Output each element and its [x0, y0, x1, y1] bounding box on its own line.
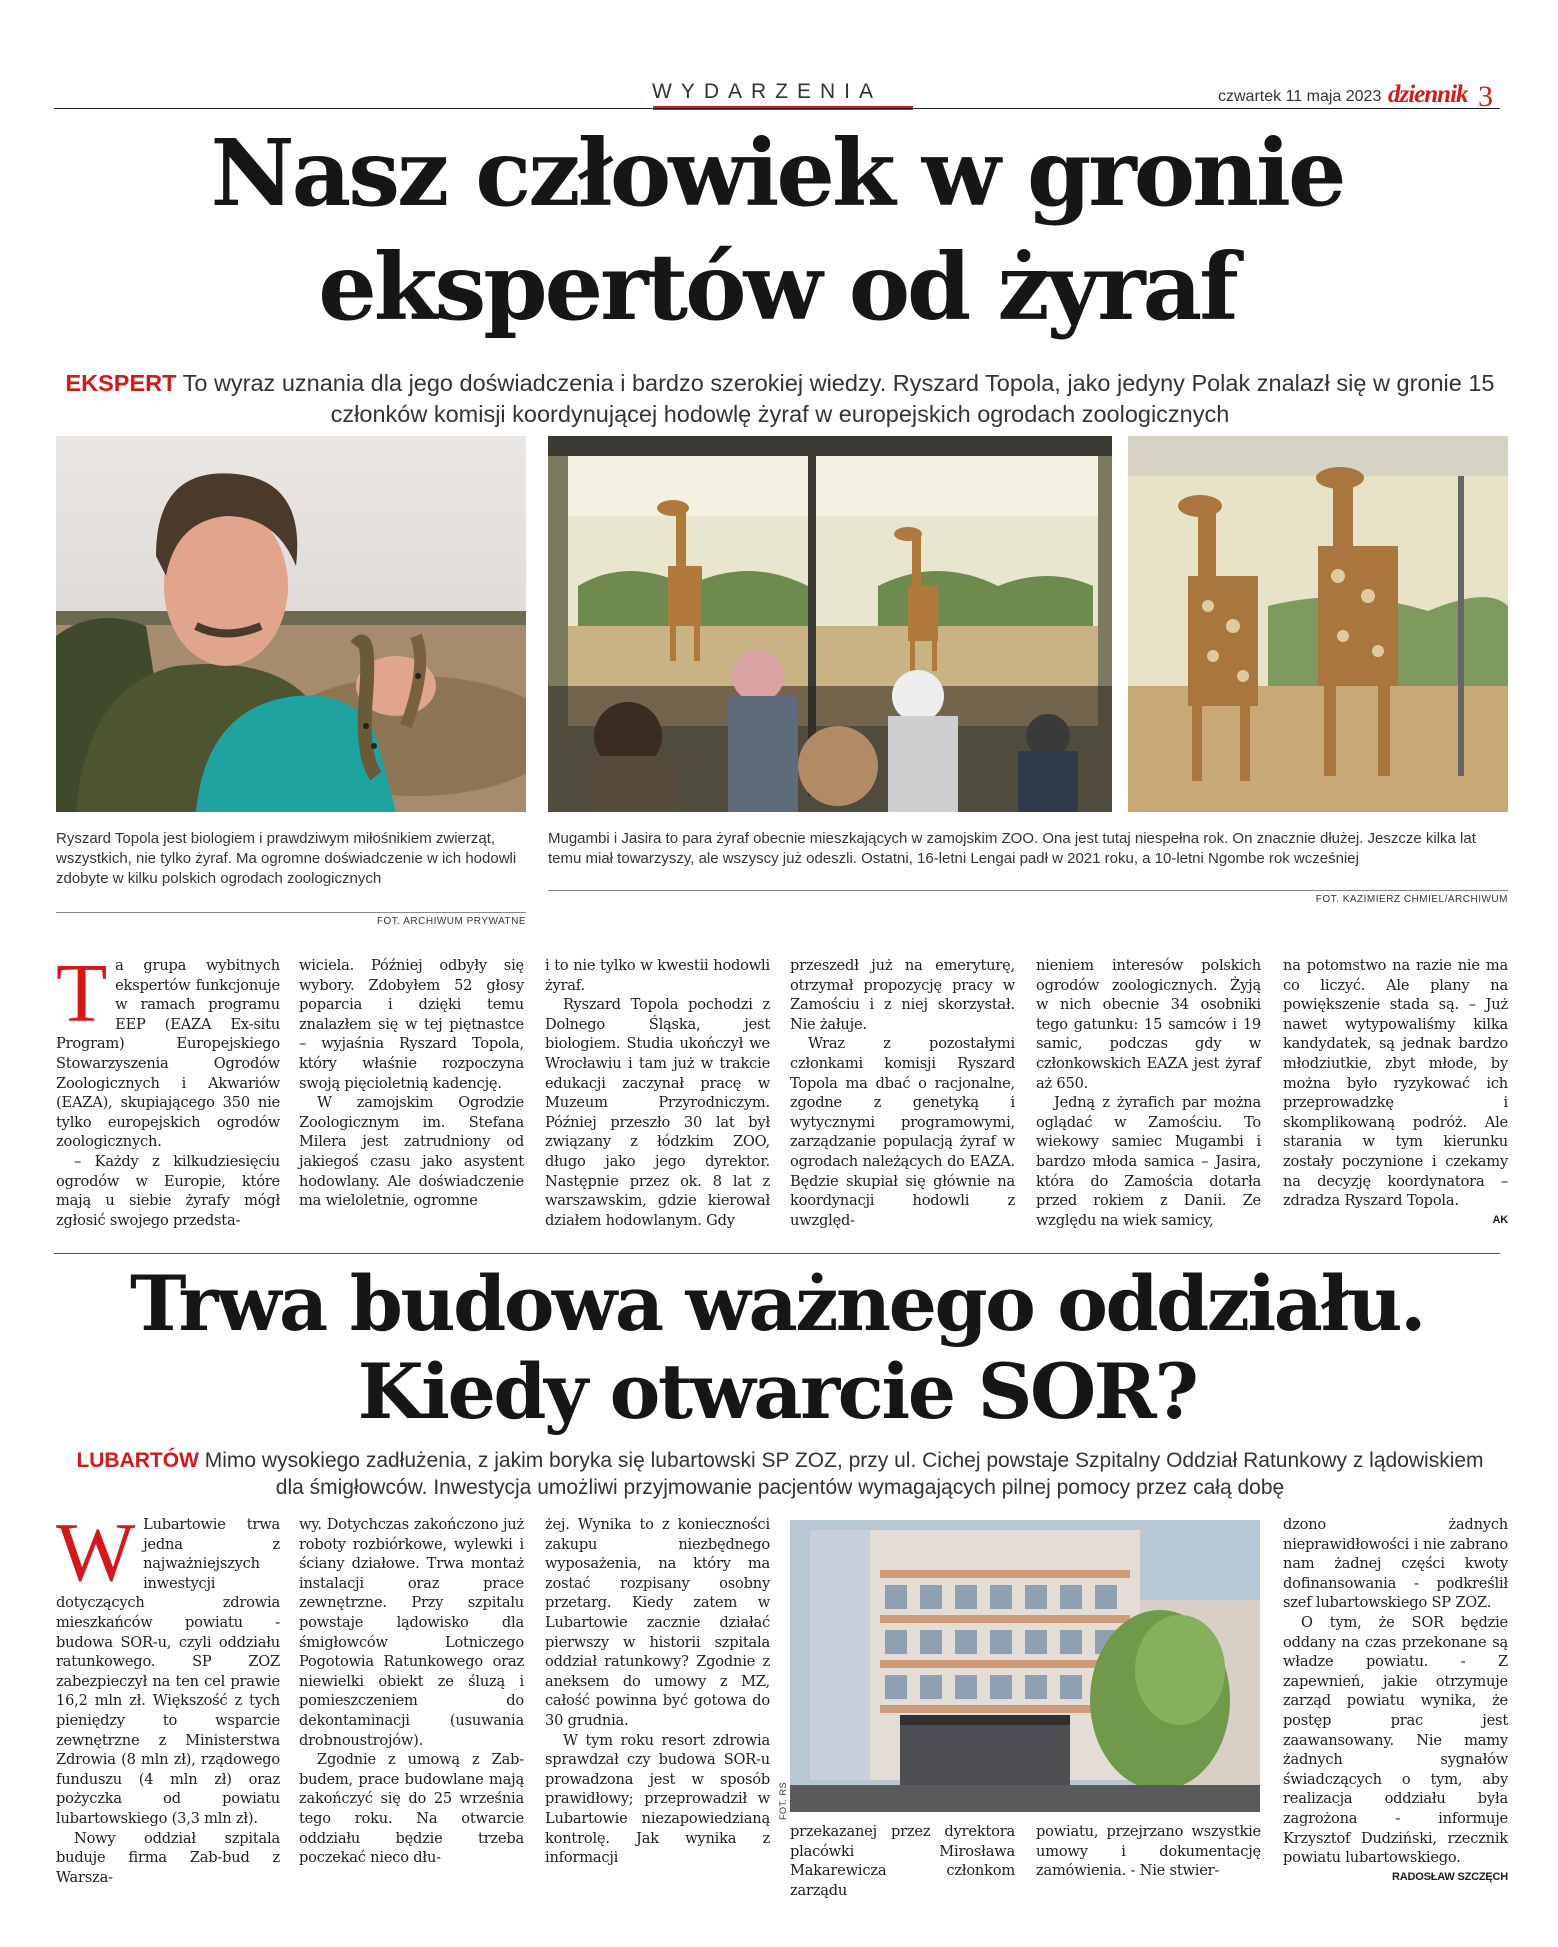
story2-signoff: RADOSŁAW SZCZĘCH [1392, 1870, 1508, 1883]
paragraph: i to nie tylko w kwestii hodowli żyraf. [545, 957, 770, 994]
brand-logo: dziennik [1388, 81, 1468, 108]
header-rule [54, 108, 1500, 109]
headline-line-2: ekspertów od żyraf [318, 233, 1236, 341]
photo-expert-credit: FOT. ARCHIWUM PRYWATNE [376, 916, 526, 927]
lead-kicker: EKSPERT [65, 370, 177, 396]
photo-giraffes-caption: Mugambi i Jasira to para żyraf obecnie mieszkających w zamojskim ZOO. Ona jest tutaj niespełna rok. On znacznie dłużej. Jeszcze kilka lat temu miał towarzyszy, ale wszyscy już odeszli. Ostatni, 16-letni Lengai padł w 2021 roku, a 10-letni Ngombe rok wcześniej [548, 830, 1476, 867]
headline2-line-1: Trwa budowa ważnego oddziału. [130, 1259, 1424, 1348]
story-divider [54, 1253, 1500, 1254]
story2-column-1 [56, 1506, 280, 1887]
story2-column-2 [299, 1515, 524, 1868]
story1-column-2 [299, 956, 524, 1211]
photo-hospital-credit: FOT. RS [778, 1781, 788, 1820]
photo-enclosure-visitors [548, 436, 1112, 812]
photo-expert-caption: Ryszard Topola jest biologiem i prawdziwym miłośnikiem zwierząt, wszystkich, nie tylko żyraf. Ma ogromne doświadczenie w ich hodowli zdobyte w kilku polskich ogrodach zoologicznych [56, 830, 517, 887]
expert-photo-illustration [56, 436, 526, 812]
story1-signoff: AK [1492, 1213, 1508, 1226]
headline-line-1: Nasz człowiek w gronie [210, 119, 1344, 227]
caption-rule [548, 890, 1508, 891]
lead2-paragraph [60, 1447, 1500, 1501]
paragraph: Lubartowie trwa jedna z najważniejszych inwestycji dotyczących zdrowia mieszkańców powiatu - budowa SOR-u, czyli oddziału ratunkowego. SP ZOZ zabezpieczył na ten cel prawie 16,2 mln zł. Większość z tych pieniędzy to wsparcie zewnętrzne z Ministerstwa Zdrowia (8 mln zł), rządowego funduszu (4 mln zł) oraz pożyczka od powiatu lubartowskiego (3,3 mln zł). [56, 1516, 280, 1827]
paragraph: wy. Dotychczas zakończono już roboty rozbiórkowe, wylewki i ściany działowe. Trwa montaż instalacji oraz prace zewnętrzne. Przy szpitalu powstaje lądowisko dla śmigłowców Lotniczego Pogotowia Ratunkowego oraz niewielki obiekt ze śluzą i pomieszczeniem do dekontaminacji (usuwania drobnoustrojów). [299, 1516, 524, 1749]
story1-column-1 [56, 947, 280, 1230]
issue-date: czwartek 11 maja 2023 [1218, 88, 1382, 105]
lead2-text: Mimo wysokiego zadłużenia, z jakim boryka się lubartowski SP ZOZ, przy ul. Cichej powstaje Szpitalny Oddział Ratunkowy z lądowiskiem dla śmigłowców. Inwestycja umożliwi przyjmowanie pacjentów wymagających pilnej pomocy przez całą dobę [204, 1449, 1484, 1499]
dropcap: T [56, 947, 108, 1040]
story1-column-3 [545, 956, 770, 1230]
paragraph: a grupa wybitnych ekspertów funkcjonuje w ramach programu EEP (EAZA Ex-situ Program) Europejskiego Stowarzyszenia Ogrodów Zoologicznych i Akwariów (EAZA), skupiającego 350 nie tylko europejskich ogrodów zoologicznych. [56, 957, 280, 1151]
paragraph: przekazanej przez dyrektora placówki Mirosława Makarewicza członkom zarządu [790, 1823, 1015, 1899]
paragraph: Nowy oddział szpitala buduje firma Zab-bud z Warsza- [56, 1829, 280, 1886]
story1-column-5 [1036, 956, 1261, 1230]
hospital-illustration [790, 1520, 1260, 1812]
paragraph: Jedną z żyrafich par można oglądać w Zamościu. To wiekowy samiec Mugambi i bardzo młoda samica – Jasira, która do Zamościa dotarła przed rokiem z Danii. Ze względu na wiek samicy, [1036, 1094, 1261, 1229]
paragraph: wiciela. Później odbyły się wybory. Zdobyłem 52 głosy poparcia i dzięki temu znalazłem się w tej piętnastce – wyjaśnia Ryszard Topola, który właśnie rozpoczyna swoją pięcioletnią kadencję. [299, 957, 524, 1092]
paragraph: W tym roku resort zdrowia sprawdzał czy budowa SOR-u prowadzona jest w sposób prawidłowy; przeprowadził w Lubartowie niezapowiedzianą kontrolę. Jak wynika z informacji [545, 1731, 770, 1867]
paragraph: na potomstwo na razie nie ma co liczyć. Ale plany na powiększenie stada są. – Już nawet wytypowaliśmy kilka kandydatek, są jednak bardzo młodziutkie, zbyt młode, by można było ryzykować ich przeprowadzkę i skomplikowaną podróż. Ale starania w tym kierunku zostały poczynione i czekamy na decyzję koordynatora – zdradza Ryszard Topola. [1283, 957, 1508, 1210]
story2-column-4 [790, 1822, 1015, 1900]
lead-text: To wyraz uznania dla jego doświadczenia i bardzo szerokiej wiedzy. Ryszard Topola, jako jedyny Polak znalazł się w gronie 15 członków komisji koordynującej hodowlę żyraf w europejskich ogrodach zoologicznych [182, 370, 1495, 427]
story2-column-5 [1036, 1822, 1261, 1881]
paragraph: powiatu, przejrzano wszystkie umowy i dokumentację zamówienia. - Nie stwier- [1036, 1823, 1261, 1880]
photo-hospital [790, 1520, 1260, 1812]
page-number: 3 [1478, 80, 1493, 113]
paragraph: O tym, że SOR będzie oddany na czas przekonane są władze powiatu. - Z zapewnień, jakie otrzymuje zarząd powiatu wynika, że postęp prac jest zaawansowany. Nie mamy żadnych sygnałów świadczących o tym, aby realizacja oddziału była zagrożona - informuje Krzysztof Dudziński, rzecznik powiatu lubartowskiego. [1283, 1613, 1508, 1867]
photo-expert [56, 436, 526, 812]
story1-column-6 [1283, 956, 1508, 1230]
story1-column-4 [790, 956, 1015, 1230]
paragraph: żej. Wynika to z konieczności zakupu niezbędnego wyposażenia, na który ma zostać rozpisany osobny przetarg. Kiedy zatem w Lubartowie zacznie działać pierwszy w historii szpitala oddział ratunkowy? Zgodnie z aneksem do umowy z MZ, całość powinna być gotowa do 30 grudnia. [545, 1516, 770, 1729]
photo-giraffes-credit: FOT. KAZIMIERZ CHMIEL/ARCHIWUM [1315, 894, 1508, 905]
paragraph: W zamojskim Ogrodzie Zoologicznym im. Stefana Milera jest zatrudniony od jakiegoś czasu jako asystent hodowlany. Ale doświadczenie ma wieloletnie, ogromne [299, 1094, 524, 1210]
lead2-kicker: LUBARTÓW [76, 1449, 199, 1472]
paragraph: Ryszard Topola pochodzi z Dolnego Śląska, jest biologiem. Studia ukończył we Wrocławiu i tam już w trakcie edukacji zaczynał pracę w Muzeum Przyrodniczym. Później przeszło 30 lat był związany z łódzkim ZOO, długo jako jego dyrektor. Następnie przez ok. 8 lat z warszawskim, gdzie kierował działem hodowlanym. Gdy [545, 996, 770, 1229]
story2-column-3 [545, 1515, 770, 1868]
paragraph: dzono żadnych nieprawidłowości i nie zabrano nam żadnej części kwoty dofinansowania - podkreślił szef lubartowskiego SP ZOZ. [1283, 1516, 1508, 1612]
caption-rule [56, 912, 526, 913]
headline2-line-2: Kiedy otwarcie SOR? [357, 1347, 1197, 1436]
paragraph: Zgodnie z umową z Zab-budem, prace budowlane mają zakończyć się do 25 września tego roku. Na otwarcie oddziału będzie trzeba poczekać nieco dłu- [299, 1751, 524, 1867]
paragraph: Wraz z pozostałymi członkami komisji Ryszard Topola ma dbać o racjonalne, zgodne z genetyką i wytycznymi programowymi, zarządzanie populacją żyraf w ogrodach należących do EAZA. Będzie skupiał się głównie na koordynacji hodowli z uwzględ- [790, 1035, 1015, 1229]
photo-giraffes [1128, 436, 1508, 812]
giraffes-illustration [1128, 436, 1508, 812]
lead-paragraph [60, 368, 1500, 430]
story2-column-6 [1283, 1515, 1508, 1887]
section-label: WYDARZENIA [652, 80, 883, 103]
paragraph: nieniem interesów polskich ogrodów zoologicznych. Żyją w nich obecnie 34 osobniki tego gatunku: 15 samców i 19 samic, podczas gdy w członkowskich EAZA jest żyraf aż 650. [1036, 957, 1261, 1092]
dropcap: W [56, 1506, 136, 1599]
paragraph: – Każdy z kilkudziesięciu ogrodów w Europie, które mają u siebie żyrafy mógł zgłosić swojego przedsta- [56, 1152, 280, 1229]
paragraph: przeszedł już na emeryturę, otrzymał propozycję pracy w Zamościu i z niej skorzystał. Nie żałuje. [790, 957, 1015, 1033]
enclosure-illustration [548, 436, 1112, 812]
